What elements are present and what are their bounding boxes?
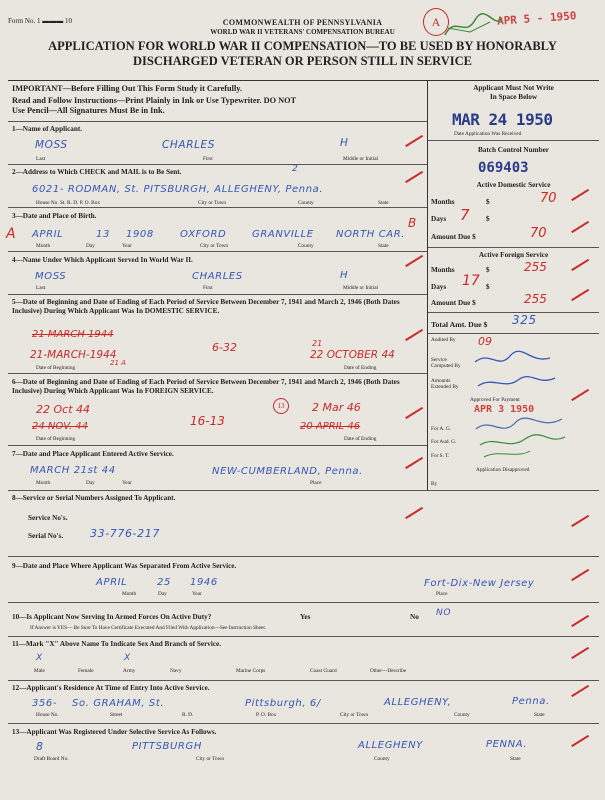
field6-label: 6—Date of Beginning and Date of Ending of Each Period of Service Between December 7, 1941 and March 2, 1946 (Both Dates Inclusive) During Which Applicant Was In FOREIGN SERVICE. [12,378,400,395]
foreign-service-label: Active Foreign Service [478,251,549,259]
field7-place[interactable]: NEW-CUMBERLAND, Penna. [212,466,363,477]
field4-sub-middle: Middle or Initial [343,285,379,291]
computed-label: Service Computed By [431,357,461,369]
field8-service-label: Service No's. [28,514,68,522]
amounts-extended-label: Amounts Extended By [431,378,459,390]
field9-place[interactable]: Fort-Dix-New Jersey [424,578,535,589]
top-signature-scrawl [440,10,505,40]
divider [428,140,599,141]
for-st-label: For S. T. [431,453,450,459]
divider [8,680,599,681]
review-check-mark [405,255,423,267]
top-date-stamp: APR 5 - 1950 [496,9,577,28]
field3-sub-city: City or Town [200,243,229,249]
dom-amount-label: Amount Due $ [431,233,476,241]
field12-street[interactable]: So. GRAHAM, St. [72,698,165,709]
field11-opt-army: Army [123,668,136,674]
field3-mark-a: A [6,226,16,242]
divider [428,333,599,334]
divider [8,602,599,603]
field3-mark-b: B [408,216,417,230]
disapproved-label: Application Disapproved [476,467,530,473]
field12-state[interactable]: Penna. [512,696,550,707]
field1-sub-middle: Middle or Initial [343,156,379,162]
field12-sub-state: State [534,712,545,718]
office-column-divider [427,80,428,490]
field5-label: 5—Date of Beginning and Date of Ending of Each Period of Service Between December 7, 1941 and March 2, 1946 (Both Dates Inclusive) During Which Applicant Was In DOMESTIC SERVICE. [12,298,400,315]
field12-city[interactable]: Pittsburgh, 6/ [245,698,321,709]
review-check-mark [571,289,589,301]
field2-sub-county: County [298,200,314,206]
field9-label: 9—Date and Place Where Applicant Was Separated From Active Service. [12,562,237,570]
field13-sub-county: County [374,756,390,762]
approved-stamp: APR 3 1950 [474,404,535,415]
field1-sub-first: First [203,156,213,162]
field5-begin[interactable]: 21-MARCH-1944 [30,349,117,361]
field9-year[interactable]: 1946 [190,577,218,588]
for-amount-label: Amount Due $ [431,299,476,307]
field6-end[interactable]: 2 Mar 46 [312,401,361,414]
review-check-mark [405,171,423,183]
field11-opt-female: Female [78,668,94,674]
field6-circle-mark: 13 [273,398,289,414]
field12-sub-rd: R. D. [182,712,194,718]
org-name: COMMONWEALTH OF PENNSYLVANIA [222,18,383,27]
field6-begin[interactable]: 22 Oct 44 [36,403,91,416]
review-check-mark [405,135,423,147]
field7-sub-year: Year [122,480,132,486]
instructions-line3: Use Pencil—All Signatures Must Be in Ink. [12,106,165,115]
field3-sub-year: Year [122,243,132,249]
field1-last[interactable]: MOSS [35,139,68,151]
review-check-mark [571,735,589,747]
for-days-label: Days [431,283,447,291]
divider [8,164,427,165]
bureau-name: WORLD WAR II VETERANS' COMPENSATION BUREAU [210,28,395,36]
field11-opt-other: Other—Describe [370,668,407,674]
field6-crossed-end: 20 APRIL 46 [300,421,361,432]
field12-sub-street: Street [110,712,123,718]
divider [8,490,599,491]
field3-label: 3—Date and Place of Birth. [12,212,97,220]
field2-sub-city: City or Town [198,200,227,206]
field12-sub-pobox: P. O. Box [256,712,277,718]
for-months-label: Months [431,266,455,274]
dom-months-dollar: $ [486,198,490,206]
field11-x-army[interactable]: X [124,653,131,663]
audited-label: Audited By [431,337,456,343]
field13-sub-board: Draft Board No. [34,756,69,762]
divider [8,121,427,122]
field10-no: No [410,613,419,621]
field5-duration: 6-32 [212,341,237,354]
divider [8,636,599,637]
field13-sub-city: City or Town [196,756,225,762]
field12-sub-county: County [454,712,470,718]
divider [8,294,427,295]
field1-label: 1—Name of Applicant. [12,125,83,133]
field11-opt-coast: Coast Guard [310,668,337,674]
audited-value: 09 [478,335,492,348]
review-check-mark [571,389,589,401]
field8-label: 8—Service or Serial Numbers Assigned To Applicant. [12,494,176,502]
dom-amount-value[interactable]: 70 [530,226,547,241]
field9-sub-place: Place [436,591,448,597]
field5-end[interactable]: 22 OCTOBER 44 [310,349,395,361]
field11-opt-marine: Marine Corps [236,668,266,674]
field12-sub-city: City or Town [340,712,369,718]
approved-label: Approved For Payment [470,397,520,403]
field4-sub-last: Last [36,285,46,291]
review-check-mark [571,647,589,659]
for-months-dollar: $ [486,266,490,274]
field9-sub-year: Year [192,591,202,597]
top-circle-mark: A [423,8,449,36]
form-top-border [8,80,599,81]
field7-sub-month: Month [36,480,51,486]
dom-days-dollar: $ [486,215,490,223]
field5-sub-begin: Date of Beginning [36,365,76,371]
for-days-value[interactable]: 17 [462,273,480,289]
field4-last[interactable]: MOSS [35,271,67,282]
field2-label: 2—Address to Which CHECK and MAIL is to Be Sent. [12,168,182,176]
field1-first[interactable]: CHARLES [162,139,216,151]
field3-state[interactable]: NORTH CAR. [336,229,406,240]
instructions-line1: IMPORTANT—Before Filling Out This Form Study it Carefully. [12,84,243,93]
field3-sub-month: Month [36,243,51,249]
review-check-mark [405,507,423,519]
field4-sub-first: First [203,285,213,291]
divider [8,723,599,724]
office-header-line2: In Space Below [489,93,538,101]
field13-sub-state: State [510,756,521,762]
field6-duration: 16-13 [190,414,225,428]
office-header-line1: Applicant Must Not Write [473,84,554,92]
field13-board[interactable]: 8 [36,740,44,753]
domestic-service-label: Active Domestic Service [476,181,551,189]
field9-sub-day: Day [158,591,167,597]
field1-middle[interactable]: H [340,137,349,149]
field3-year[interactable]: 1908 [126,229,154,240]
for-amount-value[interactable]: 255 [524,292,547,306]
field6-crossed-begin: 24 NOV. 44 [32,421,89,432]
by-label: By [431,481,438,487]
field13-city[interactable]: PITTSBURGH [132,741,202,752]
field9-sub-month: Month [122,591,137,597]
total-label: Total Amt. Due $ [431,320,488,329]
dom-days-value[interactable]: 7 [460,206,470,224]
form-title: APPLICATION FOR WORLD WAR II COMPENSATION—TO BE USED BY HONORABLY DISCHARGED VETERAN OR PERSON STILL IN SERVICE [48,39,557,68]
field9-month[interactable]: APRIL [96,577,128,588]
instructions-line2: Read and Follow Instructions—Print Plainly in Ink or Use Typewriter. DO NOT [12,96,297,105]
field8-serial[interactable]: 33-776-217 [90,527,160,540]
field13-label: 13—Applicant Was Registered Under Selective Service As Follows. [12,728,217,736]
received-label: Date Application Was Received [454,131,522,137]
field5-red-note: 21 A [110,359,126,367]
field11-label: 11—Mark "X" Above Name To Indicate Sex And Branch of Service. [12,640,222,648]
field5-sub-end: Date of Ending [344,365,377,371]
field3-sub-county: County [298,243,314,249]
field4-label: 4—Name Under Which Applicant Served In World War II. [12,256,193,264]
field3-month[interactable]: APRIL [32,229,64,240]
field12-sub-house: House No. [36,712,59,718]
field10-label: 10—Is Applicant Now Serving In Armed Forces On Active Duty? [12,613,212,621]
field3-sub-day: Day [86,243,95,249]
field10-yes: Yes [300,613,311,621]
field10-answer[interactable]: NO [436,608,452,618]
field6-sub-end: Date of Ending [344,436,377,442]
review-check-mark [571,221,589,233]
field5-crossed-begin: 21 MARCH 1944 [32,329,114,340]
field9-day[interactable]: 25 [157,577,171,588]
field12-house[interactable]: 356- [32,698,58,709]
field13-county[interactable]: ALLEGHENY [358,740,423,751]
computed-signature [470,350,560,395]
review-check-mark [571,515,589,527]
review-check-mark [405,407,423,419]
field5-end-top: 21 [312,339,323,348]
divider [428,247,599,248]
dom-months-label: Months [431,198,455,206]
field1-sub-last: Last [36,156,46,162]
for-days-dollar: $ [486,283,490,291]
field7-sub-day: Day [86,480,95,486]
field7-label: 7—Date and Place Applicant Entered Active Service. [12,450,174,458]
field6-sub-begin: Date of Beginning [36,436,76,442]
divider [8,207,427,208]
review-check-mark [571,259,589,271]
field4-first[interactable]: CHARLES [192,271,243,282]
field3-day[interactable]: 13 [96,229,110,240]
for-months-value[interactable]: 255 [524,260,547,274]
batch-label: Batch Control Number [478,146,549,154]
field3-sub-state: State [378,243,389,249]
field11-opt-male: Male [34,668,45,674]
for-ag-label: For A. G. [431,426,452,432]
divider [8,251,427,252]
total-value[interactable]: 325 [512,313,537,327]
form-number: Form No. 1 ▬▬▬ 10 [8,17,72,25]
review-check-mark [571,615,589,627]
review-check-mark [571,189,589,201]
field2-mark: 2 [292,164,299,174]
field4-middle[interactable]: H [340,270,349,281]
field7-date[interactable]: MARCH 21st 44 [30,465,116,476]
field11-opt-navy: Navy [170,668,182,674]
divider [8,445,427,446]
review-check-mark [571,685,589,697]
field8-serial-label: Serial No's. [28,532,64,540]
field3-city[interactable]: OXFORD [180,229,227,240]
dom-days-label: Days [431,215,447,223]
field13-state[interactable]: PENNA. [486,739,528,750]
batch-number: 069403 [478,160,529,176]
divider [8,373,427,374]
field2-sub-state: State [378,200,389,206]
field12-label: 12—Applicant's Residence At Time of Entry Into Active Service. [12,684,210,692]
review-check-mark [571,569,589,581]
review-check-mark [405,457,423,469]
field12-county[interactable]: ALLEGHENY, [384,697,452,708]
field7-sub-place: Place [310,480,322,486]
field10-note: If Answer is YES— Be Sure To Have Certificate Executed And Filed With Application—See Instruction Sheet. [30,625,267,631]
for-aud-label: For Aud. G. [431,439,457,445]
review-check-mark [405,329,423,341]
dom-months-value[interactable]: 70 [540,191,557,206]
field2-sub-house: House No. St. R. D. P. O. Box [36,200,101,206]
divider [8,556,599,557]
received-date-stamp: MAR 24 1950 [452,110,553,129]
field3-county[interactable]: GRANVILLE [252,229,314,240]
field11-x-male[interactable]: X [36,653,43,663]
field2-address[interactable]: 6021- RODMAN, St. PITSBURGH, ALLEGHENY, Penna. [32,184,324,195]
approval-signatures [470,415,570,460]
